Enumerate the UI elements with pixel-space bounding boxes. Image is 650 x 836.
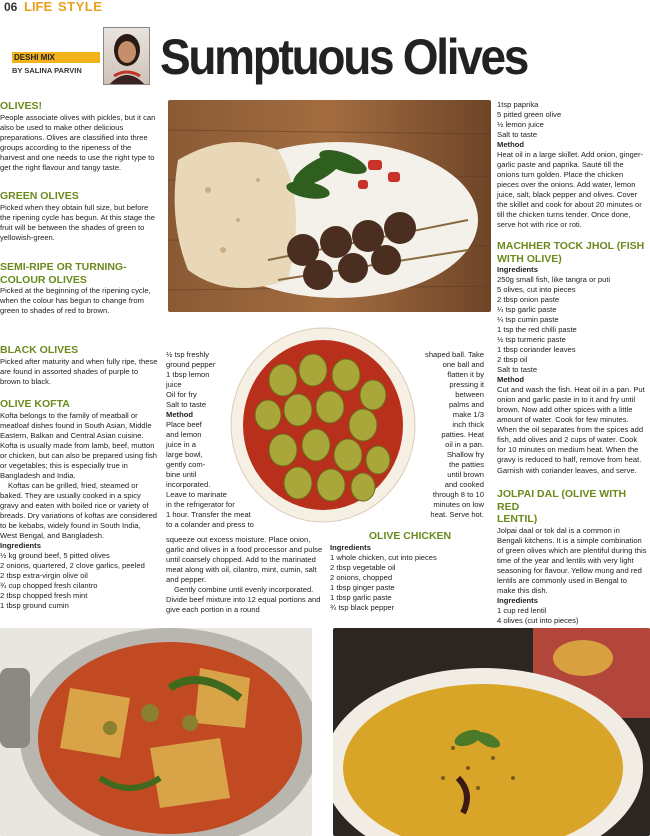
kofta-method-heading: Method <box>166 410 193 420</box>
shape-line: palms and <box>448 400 484 410</box>
chicken-ingredient: ½ lemon juice <box>497 120 544 130</box>
mid-line: ground pepper <box>166 360 216 370</box>
jolpai-section <box>497 488 647 626</box>
green-section <box>0 190 158 243</box>
chicken-method-heading: Method <box>497 140 524 150</box>
machher-ingredient: 1 tsp the red chilli paste <box>497 325 577 335</box>
kofta-ingredient: ½ kg ground beef, 5 pitted olives <box>0 550 110 560</box>
jolpai-heading-1: JOLPAI DAL (OLIVE WITH RED <box>497 488 627 513</box>
method-line: gently com- <box>166 460 206 470</box>
kofta-text-1: Kofta belongs to the family of meatball or meatloaf dishes found in South Asian, Middle Eastern, Balkan and Central Asian cuisine. Kofta is usually made from lamb, beef, mutton or chicken, but can also be prepared using fish or vegetables; this is especially true in Bangladesh and India. <box>0 410 158 480</box>
method-line: Leave to marinate <box>166 490 227 500</box>
shape-line: through 8 to 10 <box>432 490 484 500</box>
chicken-ingredients-heading: Ingredients <box>330 542 371 552</box>
machher-ingredient: 250g small fish, like tangra or puti <box>497 275 611 285</box>
machher-ingredient: 2 tbsp oil <box>497 355 528 365</box>
semi-section <box>0 261 158 316</box>
shape-line: between <box>455 390 484 400</box>
machher-ingredient: ½ tsp turmeric paste <box>497 335 566 345</box>
kofta-section <box>0 398 158 611</box>
black-heading: BLACK OLIVES <box>0 344 79 356</box>
olives-text: People associate olives with pickles, but it can also be used to make other delicious preparations. Olives are classified into three groups according to the ripeness of the harvest and one needs to use the right type to get the right flavour and tangy taste. <box>0 112 156 172</box>
machher-heading-2: WITH OLIVE) <box>497 252 562 265</box>
kofta-heading: OLIVE KOFTA <box>0 398 70 410</box>
machher-ingredient: 5 olives, cut into pieces <box>497 285 576 295</box>
page-number: 06 <box>4 0 18 14</box>
method-line: Place beef <box>166 420 202 430</box>
kofta-text-2: Koftas can be grilled, fried, steamed or baked. They are usually cooked in a spicy gravy and eaten with boiled rice or variety of breads. Dry variations of koftas are considered to be kebabs, widely found in South India, West Bengal, and Bangladesh. <box>0 480 158 540</box>
kofta-method-tail <box>166 535 326 615</box>
method-line: incorporated. <box>166 480 211 490</box>
shape-line: make 1/3 <box>452 410 484 420</box>
semi-text: Picked at the beginning of the ripening cycle, when the colour has begun to change from green to shades of red to brown. <box>0 286 151 316</box>
right-column <box>497 100 647 230</box>
kebab-photo <box>168 100 491 312</box>
mid-line: Salt to taste <box>166 400 207 410</box>
jolpai-text: Jolpai daal or tok dal is a common in Bengali kitchens. It is a simple combination of green olives which are plentiful during this time of the year and lentils with very light seasoning for flavour. Yellow mung and red lentils are commonly used in Bengal to make this dish. <box>497 525 647 595</box>
shape-line: and cooked <box>444 480 484 490</box>
chicken-ingredient: 5 pitted green olive <box>497 110 562 120</box>
shape-line: the patties <box>448 460 484 470</box>
lentil-dal-photo <box>333 628 650 836</box>
column-label: DESHI MIX <box>12 52 100 63</box>
chicken-method-text: Heat oil in a large skillet. Add onion, ginger-garlic paste and paprika. Sauté till the onions turn golden. Place the chicken pieces over the onions. Add water, lemon juice, salt, black pepper and olives. Cover the skillet and cook for about 20 minutes or till the chicken turns tender. Once done, serve hot with rice or roti. <box>497 150 644 230</box>
shape-line: until brown <box>447 470 484 480</box>
shape-line: minutes on low <box>433 500 484 510</box>
page-title: Sumptuous Olives <box>160 29 528 85</box>
kofta-ingredient: 2 tbsp chopped fresh mint <box>0 590 88 600</box>
chicken-ingredient: 2 onions, chopped <box>330 572 393 582</box>
chicken-ingredient: Salt to taste <box>497 130 538 140</box>
brand-style: STYLE <box>58 0 103 14</box>
kofta-ingredient: ¾ cup chopped fresh cilantro <box>0 580 98 590</box>
machher-ingredient: 1 tbsp coriander leaves <box>497 345 576 355</box>
shape-line: flatten it by <box>447 370 484 380</box>
jolpai-ingredient: 1 cup red lentil <box>497 605 547 615</box>
shape-line: inch thick <box>452 420 484 430</box>
kofta-ingredient: 1 tbsp ground cumin <box>0 600 69 610</box>
green-heading: GREEN OLIVES <box>0 190 79 202</box>
mid-line: 1 tbsp lemon <box>166 370 210 380</box>
chicken-ingredient: 1tsp paprika <box>497 100 539 109</box>
method-line: in the refrigerator for <box>166 500 235 510</box>
author-avatar <box>103 27 150 85</box>
jolpai-ingredients-heading: Ingredients <box>497 595 538 605</box>
method-line: juice in a <box>166 440 196 450</box>
method-line: and lemon <box>166 430 202 440</box>
olives-heading: OLIVES! <box>0 100 43 112</box>
machher-ingredient: Salt to taste <box>497 365 538 375</box>
chicken-ingredient: 1 tbsp ginger paste <box>330 582 395 592</box>
chicken-ingredient: 1 tbsp garlic paste <box>330 592 392 602</box>
mid-line: Oil for fry <box>166 390 197 400</box>
black-section <box>0 344 158 387</box>
shape-line: pressing it <box>449 380 484 390</box>
mid-line: juice <box>166 380 182 390</box>
machher-section <box>497 240 647 476</box>
method-line: to a colander and press to <box>166 520 254 530</box>
fish-curry-photo <box>0 628 312 836</box>
chicken-ingredient: ¾ tsp black pepper <box>330 602 395 612</box>
method-line: large bowl, <box>166 450 203 460</box>
semi-heading-2: COLOUR OLIVES <box>0 273 87 286</box>
machher-ingredient: ¼ tsp garlic paste <box>497 305 557 315</box>
chicken-ingredient: 2 tbsp vegetable oil <box>330 562 396 572</box>
machher-ingredients-heading: Ingredients <box>497 265 538 275</box>
kofta-continued <box>166 350 266 530</box>
jolpai-ingredient: 4 olives (cut into pieces) <box>497 615 579 625</box>
machher-heading-1: MACHHER TOCK JHOL (FISH <box>497 240 645 252</box>
shape-line: shaped ball. Take <box>425 350 484 359</box>
semi-heading-1: SEMI-RIPE OR TURNING- <box>0 261 127 273</box>
jolpai-heading-2: LENTIL) <box>497 513 538 526</box>
mid-line: ½ tsp freshly <box>166 350 210 359</box>
machher-ingredient: ¼ tsp cumin paste <box>497 315 559 325</box>
machher-method-heading: Method <box>497 375 524 385</box>
left-column <box>0 100 158 173</box>
shape-line: oil in a pan. <box>445 440 484 450</box>
chicken-ingredient: 1 whole chicken, cut into pieces <box>330 552 437 562</box>
shape-line: one ball and <box>442 360 484 370</box>
method-tail-2: Gently combine until evenly incorporated. Divide beef mixture into 12 equal portions and give each portion in a round <box>166 585 321 615</box>
brand-life: LIFE <box>24 0 53 14</box>
shape-line: heat. Serve hot. <box>430 510 484 520</box>
byline: BY SALINA PARVIN <box>12 66 82 75</box>
chicken-heading: OLIVE CHICKEN <box>368 530 452 542</box>
black-text: Picked after maturity and when fully ripe, these are found in assorted shades of purple to brown to black. <box>0 356 158 386</box>
kofta-shaping <box>398 350 484 520</box>
machher-ingredient: 2 tbsp onion paste <box>497 295 560 305</box>
kofta-ingredient: 2 onions, quartered, 2 clove garlics, peeled <box>0 560 145 570</box>
kofta-ingredients-heading: Ingredients <box>0 540 41 550</box>
method-line: bine until <box>166 470 197 480</box>
method-tail: squeeze out excess moisture. Place onion, garlic and olives in a food processor and pulse until coarsely chopped. Add to the marinated meat along with oil, cilantro, mint, cumin, salt and pepper. <box>166 535 323 585</box>
machher-method-text: Cut and wash the fish. Heat oil in a pan. Put onion and garlic paste in to it and fry until brown. Now add other spices with a little amount of water. Cook for few minutes. When the oil separates from the spices add fish, add olives and 2 cups of water. Cook for 10 minutes on medium heat. When the gravy is reduced to half, remove from heat. Garnish with coriander leaves, and serve. <box>497 385 645 475</box>
shape-line: Shallow fry <box>446 450 484 460</box>
green-text: Picked when they obtain full size, but before the ripening cycle has begun. At this stage the fruit will be between the shades of green to yellowish-green. <box>0 202 155 242</box>
chicken-section <box>330 530 490 613</box>
shape-line: patties. Heat <box>441 430 484 440</box>
kofta-ingredient: 2 tbsp extra-virgin olive oil <box>0 570 88 580</box>
method-line: 1 hour. Transfer the meat <box>166 510 251 520</box>
